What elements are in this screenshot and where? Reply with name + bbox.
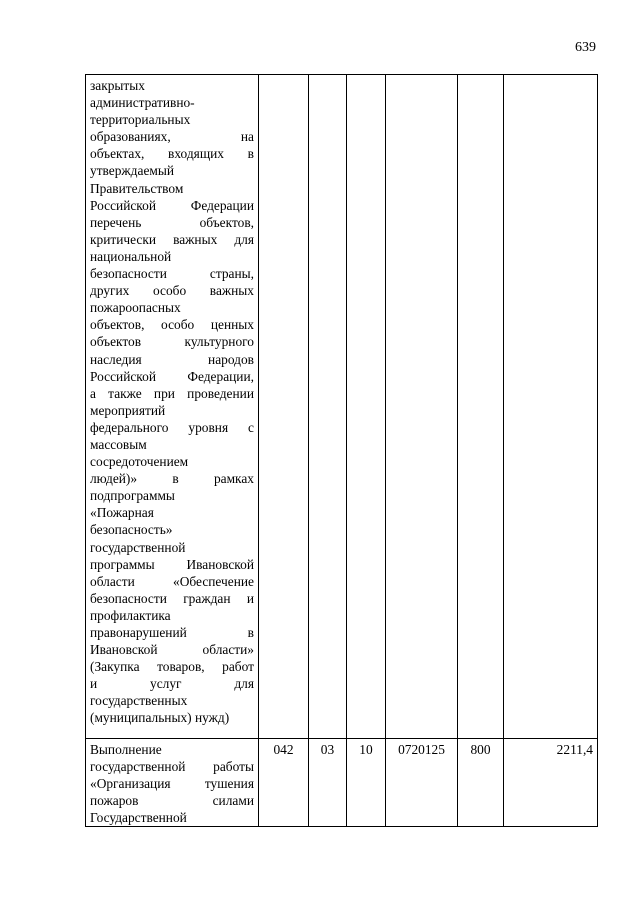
name-line: Ивановской области» [90,642,254,658]
name-line: безопасности граждан и [90,590,254,606]
expense-type-cell [458,75,504,739]
name-line: (муниципальных) нужд) [90,710,230,726]
ministry-code-cell: 042 [259,739,309,827]
section-cell [309,75,347,739]
name-line: Российской Федерации [90,197,254,213]
name-line: сосредоточением [90,454,189,470]
name-line: правонарушений в [90,625,254,640]
name-line: профилактика [90,607,171,623]
name-line: пожаров силами [90,793,254,809]
name-line: государственной [90,539,186,555]
name-line: а также при проведении [90,385,254,401]
name-line: перечень объектов, [90,214,254,230]
name-line: государственной работы [90,759,254,775]
name-line: пожароопасных [90,300,181,316]
name-line: национальной [90,248,172,264]
section-cell: 03 [309,739,347,827]
name-line: людей)» в рамках [90,471,254,487]
table-row [86,75,598,739]
subsection-cell [347,75,386,739]
table-row [86,739,598,827]
expense-type-cell: 800 [458,739,504,827]
name-line: государственных [90,693,188,709]
name-line: закрытых [90,78,145,93]
row-name-cell [86,75,259,739]
amount-cell [504,75,598,739]
name-line: «Организация тушения [90,776,254,792]
name-line: массовым [90,436,147,452]
name-line: и услуг для [90,676,254,692]
subsection-cell: 10 [347,739,386,827]
name-line: Российской Федерации, [90,368,254,384]
target-article-cell [386,75,458,739]
name-line: программы Ивановской [90,556,254,572]
name-line: территориальных [90,112,191,128]
name-line: объектов, особо ценных [90,317,254,333]
page-number: 639 [575,40,596,55]
name-line: критически важных для [90,231,254,247]
name-line: Правительством [90,180,184,196]
name-line: области «Обеспечение [90,573,254,589]
name-line: утверждаемый [90,163,175,179]
amount-cell: 2211,4 [504,739,598,827]
name-line: административно- [90,95,195,111]
name-line: Выполнение [90,742,162,757]
row-name-cell [86,739,259,827]
name-line: Государственной [90,810,187,826]
name-line: (Закупка товаров, работ [90,659,254,675]
target-article-cell: 0720125 [386,739,458,827]
name-line: «Пожарная [90,505,154,521]
ministry-code-cell [259,75,309,739]
name-line: образованиях, на [90,129,254,145]
name-line: объектах, входящих в [90,146,254,162]
name-line: наследия народов [90,351,254,367]
name-line: других особо важных [90,283,254,299]
budget-table [85,74,598,827]
name-line: безопасность» [90,522,173,538]
name-line: подпрограммы [90,488,175,504]
name-line: объектов культурного [90,334,254,350]
name-line: безопасности страны, [90,266,254,282]
name-line: федерального уровня с [90,419,254,435]
name-line: мероприятий [90,402,166,418]
